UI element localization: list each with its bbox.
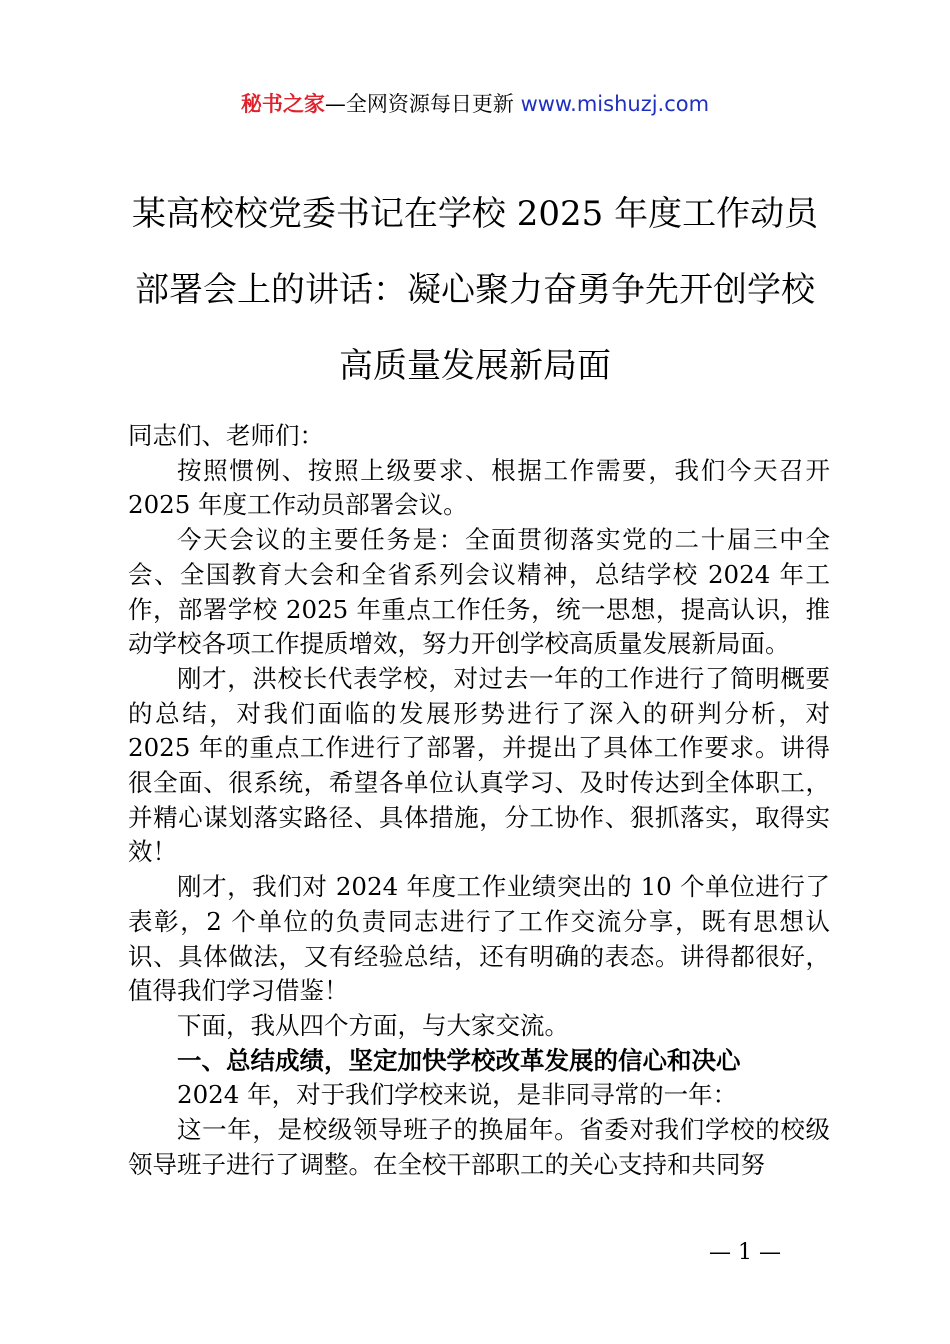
body-paragraph: 2024 年，对于我们学校来说，是非同寻常的一年：: [177, 1080, 738, 1110]
body-paragraph: 刚才，洪校长代表学校，对过去一年的工作进行了简明概要的总结，对我们面临的发展形势进行了深入的研判分析，对 2025 年的重点工作进行了部署，并提出了具体工作要求。讲得很全面、很系统，希望各单位认真学习、及时传达到全体职工，并精心谋划落实路径、具体措施，分工协作、狠抓落实，取得实效！: [128, 663, 830, 867]
site-tagline: —全网资源每日更新: [324, 92, 514, 116]
title-line: 部署会上的讲话：凝心聚力奋勇争先开创学校: [135, 270, 815, 310]
site-url-link[interactable]: www.mishuzj.com: [520, 92, 710, 116]
site-header: [0, 86, 950, 122]
page-number: — 1 —: [709, 1240, 781, 1265]
salutation: 同志们、老师们：: [128, 421, 324, 450]
site-brand: 秘书之家: [240, 92, 325, 116]
body-paragraph: 按照惯例、按照上级要求、根据工作需要，我们今天召开 2025 年度工作动员部署会议。: [128, 455, 830, 520]
body-paragraph: 今天会议的主要任务是：全面贯彻落实党的二十届三中全会、全国教育大会和全省系列会议精神，总结学校 2024 年工作，部署学校 2025 年重点工作任务，统一思想，提高认识，推动学校各项工作提质增效，努力开创学校高质量发展新局面。: [128, 525, 830, 659]
title-line: 高质量发展新局面: [339, 346, 611, 386]
section-heading: 一、总结成绩，坚定加快学校改革发展的信心和决心: [177, 1045, 741, 1075]
body-paragraph: 刚才，我们对 2024 年度工作业绩突出的 10 个单位进行了表彰，2 个单位的负责同志进行了工作交流分享，既有思想认识、具体做法，又有经验总结，还有明确的表态。讲得都很好，值得我们学习借鉴！: [128, 872, 830, 1006]
title-line: 某高校校党委书记在学校 2025 年度工作动员: [131, 194, 819, 234]
document-body: [128, 419, 830, 1182]
body-paragraph: 这一年，是校级领导班子的换届年。省委对我们学校的校级领导班子进行了调整。在全校干部职工的关心支持和共同努: [128, 1115, 830, 1179]
body-paragraph: 下面，我从四个方面，与大家交流。: [177, 1010, 569, 1040]
document-title: [110, 176, 840, 404]
